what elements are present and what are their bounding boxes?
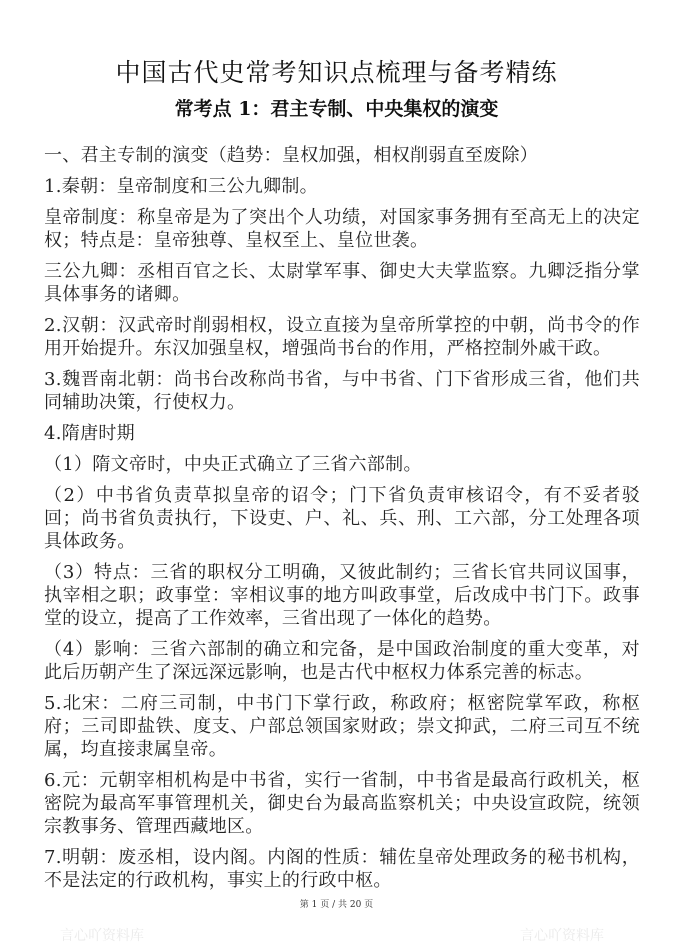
paragraph: 2.汉朝：汉武帝时削弱相权，设立直接为皇帝所掌控的中朝，尚书令的作用开始提升。东汉加强皇权，增强尚书台的作用，严格控制外戚干政。 (44, 315, 640, 359)
paragraph: （3）特点：三省的职权分工明确，又彼此制约；三省长官共同议国事，执宰相之职；政事堂：宰相议事的地方叫政事堂，后改成中书门下。政事堂的设立，提高了工作效率，三省出现了一体化的趋势。 (44, 562, 640, 629)
watermark: 言心吖资料库 (60, 928, 144, 944)
paragraph: 3.魏晋南北朝：尚书台改称尚书省，与中书省、门下省形成三省，他们共同辅助决策，行使权力。 (44, 369, 640, 413)
paragraph: 一、君主专制的演变（趋势：皇权加强，相权削弱直至废除） (44, 145, 539, 166)
paragraph: 5.北宋：二府三司制，中书门下掌行政，称政府；枢密院掌军政，称枢府；三司即盐铁、度支、户部总领国家财政；崇文抑武，二府三司互不统属，均直接隶属皇帝。 (44, 693, 640, 760)
watermark: 言心吖资料库 (520, 928, 604, 944)
page-number: 第 1 页 / 共 20 页 (299, 900, 374, 910)
paragraph: 皇帝制度：称皇帝是为了突出个人功绩，对国家事务拥有至高无上的决定权；特点是：皇帝独尊、皇权至上、皇位世袭。 (44, 207, 640, 251)
paragraph: （4）影响：三省六部制的确立和完备，是中国政治制度的重大变革，对此后历朝产生了深远深远影响，也是古代中枢权力体系完善的标志。 (44, 639, 640, 683)
paragraph: （1）隋文帝时，中央正式确立了三省六部制。 (44, 454, 422, 475)
paragraph: 6.元：元朝宰相机构是中书省，实行一省制，中书省是最高行政机关，枢密院为最高军事管理机关，御史台为最高监察机关；中央设宣政院，统领宗教事务、管理西藏地区。 (44, 770, 640, 837)
section-heading: 常考点 1：君主专制、中央集权的演变 (174, 98, 499, 120)
document-body (44, 144, 640, 900)
paragraph: 三公九卿：丞相百官之长、太尉掌军事、御史大夫掌监察。九卿泛指分掌具体事务的诸卿。 (44, 261, 640, 305)
paragraph: 7.明朝：废丞相，设内阁。内阁的性质：辅佐皇帝处理政务的秘书机构，不是法定的行政机构，事实上的行政中枢。 (44, 847, 640, 891)
document-title: 中国古代史常考知识点梳理与备考精练 (115, 58, 558, 87)
paragraph: 1.秦朝：皇帝制度和三公九卿制。 (44, 176, 318, 197)
paragraph: 4.隋唐时期 (44, 423, 135, 444)
paragraph: （2）中书省负责草拟皇帝的诏令；门下省负责审核诏令，有不妥者驳回；尚书省负责执行，下设吏、户、礼、兵、刑、工六部，分工处理各项具体政务。 (44, 485, 640, 552)
